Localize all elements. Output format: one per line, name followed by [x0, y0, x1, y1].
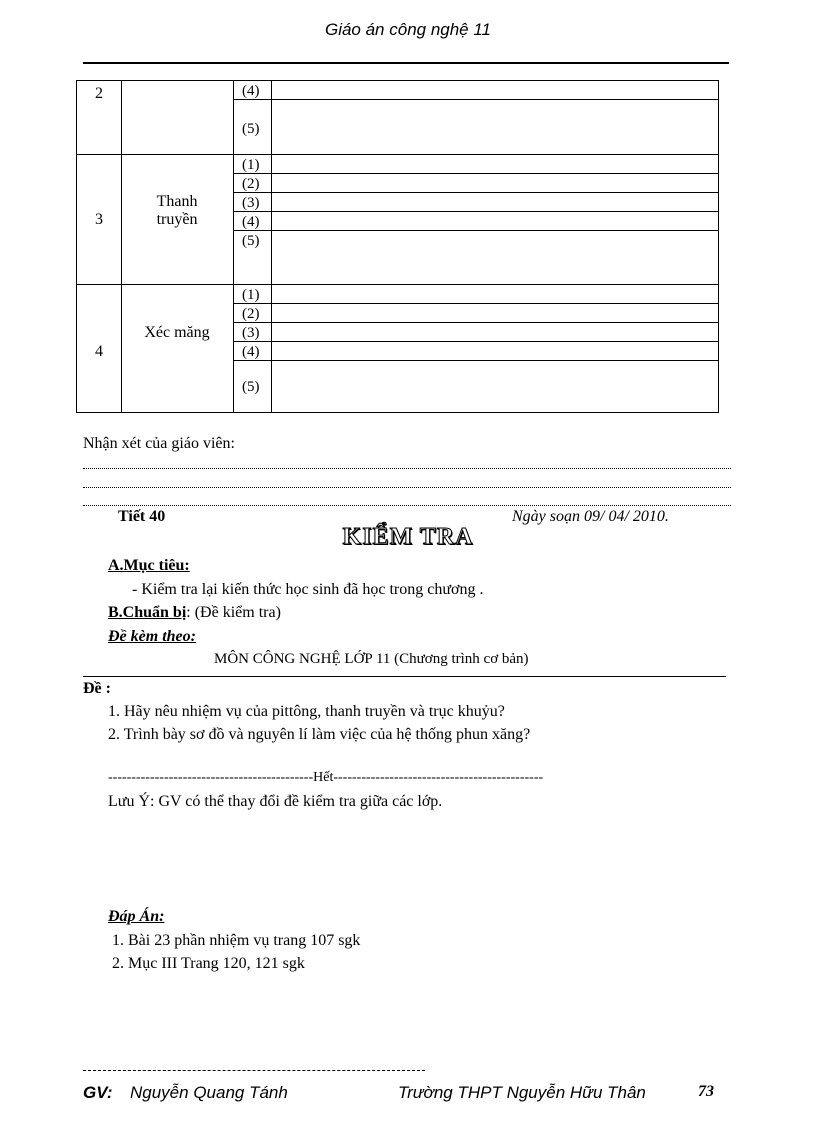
table-subrow-label: (2) — [242, 176, 260, 192]
dotted-line — [83, 495, 731, 506]
footer-teacher-label: GV: — [83, 1083, 113, 1102]
footer-rule — [83, 1070, 425, 1071]
table-subrow-label: (3) — [242, 195, 260, 211]
lesson-date: Ngày soạn 09/ 04/ 2010. — [512, 508, 669, 525]
table-subrow-divider — [233, 173, 718, 174]
table-subrow-divider — [233, 303, 718, 304]
table-col-divider — [271, 81, 272, 412]
attached-heading: Đề kèm theo: — [108, 628, 196, 645]
dotted-line — [83, 477, 731, 488]
preparation-heading: B.Chuẩn bị — [108, 604, 187, 621]
table-row-number: 2 — [95, 85, 103, 102]
table-subrow-label: (3) — [242, 325, 260, 341]
table-row-divider — [77, 284, 718, 285]
table-col-divider — [233, 81, 234, 412]
table-subrow-label: (4) — [242, 83, 260, 99]
table-row-number: 3 — [95, 211, 103, 228]
table-subrow-divider — [233, 99, 718, 100]
footer-teacher-name: Nguyễn Quang Tánh — [130, 1083, 288, 1102]
table-subrow-divider — [233, 230, 718, 231]
table-subrow-label: (2) — [242, 306, 260, 322]
answers-heading: Đáp Án: — [108, 908, 165, 925]
dotted-line — [83, 458, 731, 469]
table-part-name: truyền — [156, 211, 198, 228]
table-part-name: Thanh — [156, 193, 198, 210]
table-subrow-label: (1) — [242, 287, 260, 303]
footer-school: Trường THPT Nguyễn Hữu Thân — [398, 1083, 646, 1102]
footer-page-number: 73 — [698, 1083, 714, 1100]
exam-question: 1. Hãy nêu nhiệm vụ của pittông, thanh truyền và trục khuỷu? — [108, 703, 505, 720]
table-subrow-divider — [233, 360, 718, 361]
page-header-title: Giáo án công nghệ 11 — [324, 20, 492, 39]
exam-note: Lưu Ý: GV có thể thay đổi đề kiểm tra giữa các lớp. — [108, 793, 443, 810]
table-row-divider — [77, 154, 718, 155]
exam-question: 2. Trình bày sơ đồ và nguyên lí làm việc của hệ thống phun xăng? — [108, 726, 531, 743]
preparation-text: : (Đề kiểm tra) — [186, 604, 281, 621]
objectives-item: - Kiểm tra lại kiến thức học sinh đã học trong chương . — [132, 581, 484, 598]
exam-label: Đề : — [83, 680, 111, 697]
table-subrow-label: (5) — [242, 379, 260, 395]
table-subrow-divider — [233, 322, 718, 323]
table-part-name: Xéc măng — [144, 324, 210, 341]
subject-rule — [83, 676, 726, 677]
header-rule — [83, 62, 729, 64]
table-col-divider — [121, 81, 122, 412]
table-subrow-label: (5) — [242, 121, 260, 137]
parts-table — [76, 80, 719, 413]
answer-item: 2. Mục III Trang 120, 121 sgk — [112, 955, 305, 972]
table-subrow-divider — [233, 341, 718, 342]
answer-item: 1. Bài 23 phần nhiệm vụ trang 107 sgk — [112, 932, 361, 949]
lesson-title: KIỂM TRA — [342, 524, 474, 550]
exam-end-line: --------------------------------------------Hết--------------------------------------------- — [108, 770, 544, 785]
table-subrow-divider — [233, 211, 718, 212]
objectives-heading: A.Mục tiêu: — [108, 557, 190, 574]
table-subrow-label: (4) — [242, 344, 260, 360]
table-subrow-divider — [233, 192, 718, 193]
table-subrow-label: (5) — [242, 233, 260, 249]
table-subrow-label: (1) — [242, 157, 260, 173]
teacher-remarks-label: Nhận xét của giáo viên: — [83, 435, 235, 452]
subject-line: MÔN CÔNG NGHỆ LỚP 11 (Chương trình cơ bản) — [214, 651, 529, 667]
table-subrow-label: (4) — [242, 214, 260, 230]
preparation-line — [108, 604, 281, 622]
table-row-number: 4 — [95, 343, 103, 360]
lesson-period: Tiết 40 — [118, 508, 166, 525]
